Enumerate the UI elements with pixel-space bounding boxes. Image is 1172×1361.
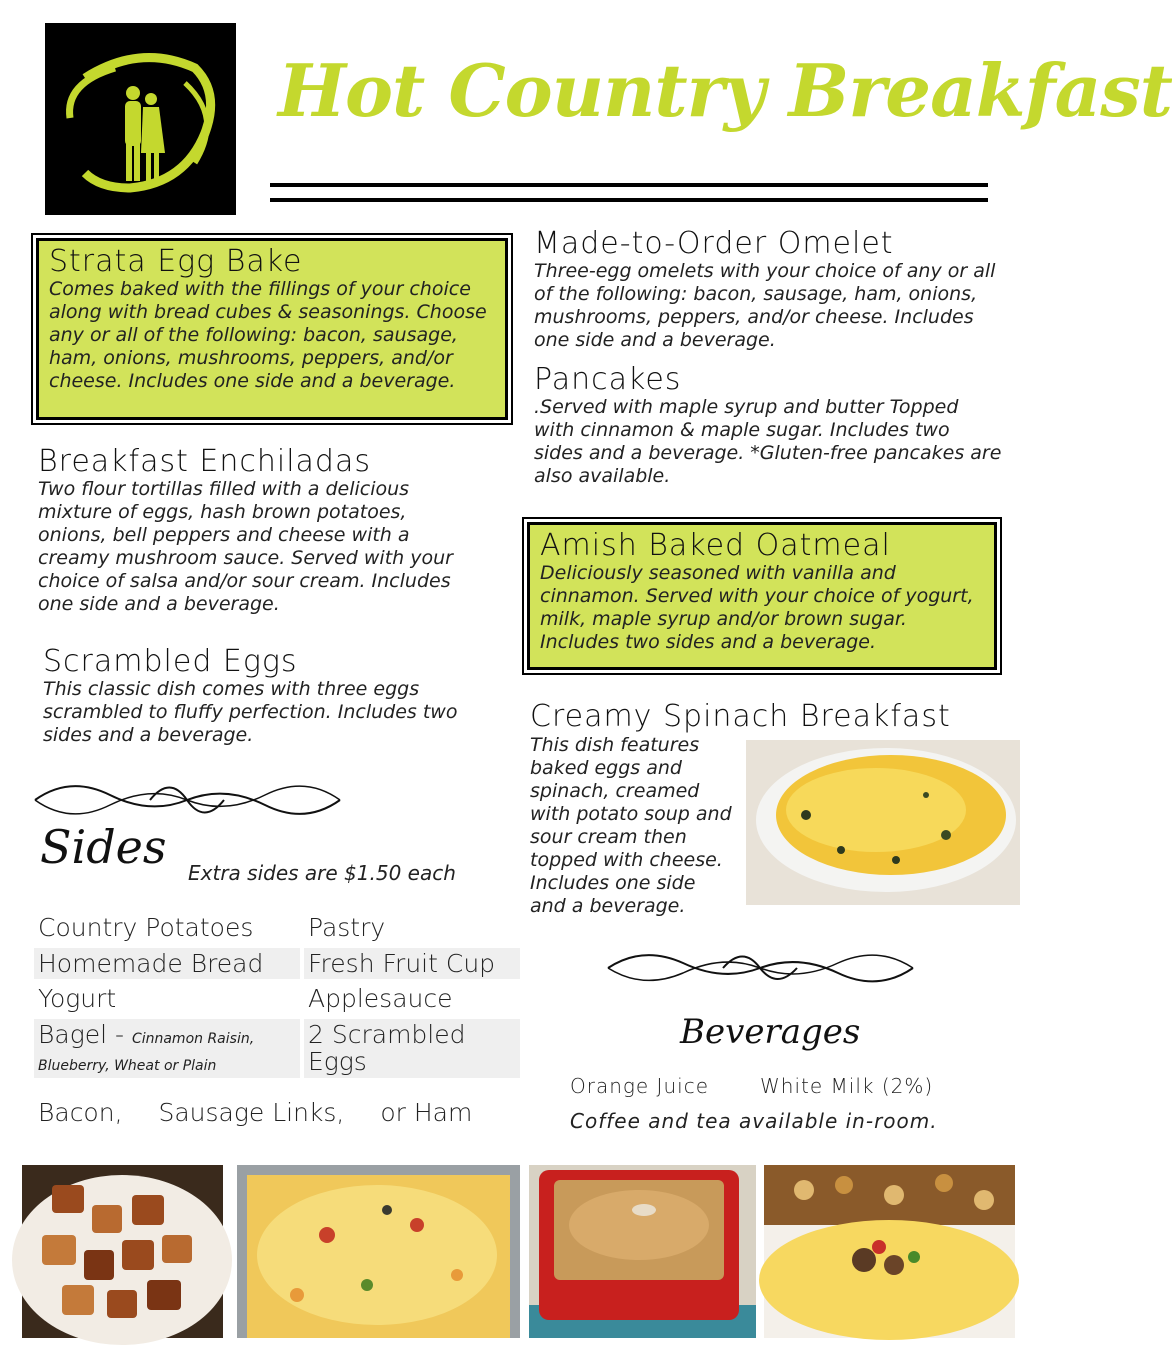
- side-item-bagel: [34, 1019, 300, 1078]
- table-row: [34, 948, 520, 980]
- flourish-icon: [603, 940, 918, 995]
- pancakes-desc: .Served with maple syrup and butter Topped with cinnamon & maple sugar. Includes two sides and a beverage. *Gluten-free pancakes are also available.: [534, 396, 1002, 487]
- meat-item: or Ham: [380, 1098, 473, 1127]
- sides-heading: Sides: [40, 820, 167, 874]
- table-row: [34, 1019, 520, 1078]
- flourish-divider-right: [603, 940, 918, 999]
- bagel-note: Cinnamon Raisin, Blueberry, Wheat or Plain: [38, 1030, 255, 1074]
- side-item: Applesauce: [308, 984, 453, 1013]
- enchiladas-item: [38, 445, 478, 616]
- oatmeal-box: [527, 522, 997, 670]
- scrambled-desc: This classic dish comes with three eggs scrambled to fluffy perfection. Includes two sides and a beverage.: [43, 678, 458, 746]
- side-item: Homemade Bread: [34, 948, 300, 980]
- scrambled-heading: Scrambled Eggs: [43, 644, 298, 679]
- side-item: Country Potatoes: [38, 913, 254, 942]
- strata-heading: Strata Egg Bake: [49, 244, 303, 279]
- potatoes-photo: [22, 1165, 223, 1338]
- meat-item: Sausage Links,: [158, 1098, 345, 1127]
- spinach-photo: [746, 740, 1020, 905]
- pancakes-heading: Pancakes: [534, 362, 682, 397]
- side-item: Pastry: [308, 913, 386, 942]
- page-title: Hot Country Breakfast: [278, 48, 1172, 133]
- beverage-item: Orange Juice: [570, 1074, 709, 1098]
- beverages-heading: Beverages: [680, 1012, 861, 1052]
- enchiladas-heading: Breakfast Enchiladas: [38, 444, 371, 479]
- beverages-note: Coffee and tea available in-room.: [570, 1109, 938, 1133]
- side-item: 2 Scrambled Eggs: [304, 1019, 520, 1078]
- table-row: [34, 983, 520, 1015]
- title-rule-bottom: [270, 198, 988, 202]
- omelet-heading: Made-to-Order Omelet: [534, 226, 894, 261]
- strata-photo: [237, 1165, 520, 1338]
- spinach-heading: Creamy Spinach Breakfast: [530, 699, 951, 734]
- side-item: Bagel -: [38, 1019, 132, 1049]
- logo: [45, 23, 236, 215]
- spinach-desc: This dish features baked eggs and spinach, creamed with potato soup and sour cream then topped with cheese. Includes one side and a beverage.: [530, 734, 732, 917]
- scrambled-item: [43, 645, 483, 747]
- side-item: Fresh Fruit Cup: [304, 948, 520, 980]
- couple-silhouette-logo-icon: [45, 23, 236, 215]
- oatmeal-desc: Deliciously seasoned with vanilla and cinnamon. Served with your choice of yogurt, milk, maple syrup and/or brown sugar. Includes two sides and a beverage.: [540, 562, 974, 653]
- sides-table: [30, 908, 524, 1082]
- sides-note: Extra sides are $1.50 each: [188, 861, 456, 885]
- strata-desc: Comes baked with the fillings of your choice along with bread cubes & seasonings. Choose any or all of the following: bacon, sausage, ham, onions, mushrooms, peppers, and/or cheese. Includes one side and a beverage.: [49, 278, 487, 392]
- oatmeal-photo: [529, 1165, 756, 1338]
- title-rule-top: [270, 183, 988, 187]
- pancakes-item: [534, 363, 1004, 488]
- omelet-photo: [764, 1165, 1015, 1338]
- meat-item: Bacon,: [38, 1098, 123, 1127]
- table-row: [34, 912, 520, 944]
- beverage-item: White Milk (2%): [760, 1074, 934, 1098]
- meat-sides: [38, 1098, 472, 1127]
- side-item: Yogurt: [38, 984, 117, 1013]
- strata-box: [36, 238, 508, 420]
- omelet-desc: Three-egg omelets with your choice of any or all of the following: bacon, sausage, ham, onions, mushrooms, peppers, and/or cheese. Includes one side and a beverage.: [534, 260, 996, 351]
- enchiladas-desc: Two flour tortillas filled with a delicious mixture of eggs, hash brown potatoes, onions, bell peppers and cheese with a creamy mushroom sauce. Served with your choice of salsa and/or sour cream. Includes one side and a beverage.: [38, 478, 453, 615]
- oatmeal-heading: Amish Baked Oatmeal: [540, 528, 891, 563]
- omelet-item: [534, 227, 1004, 352]
